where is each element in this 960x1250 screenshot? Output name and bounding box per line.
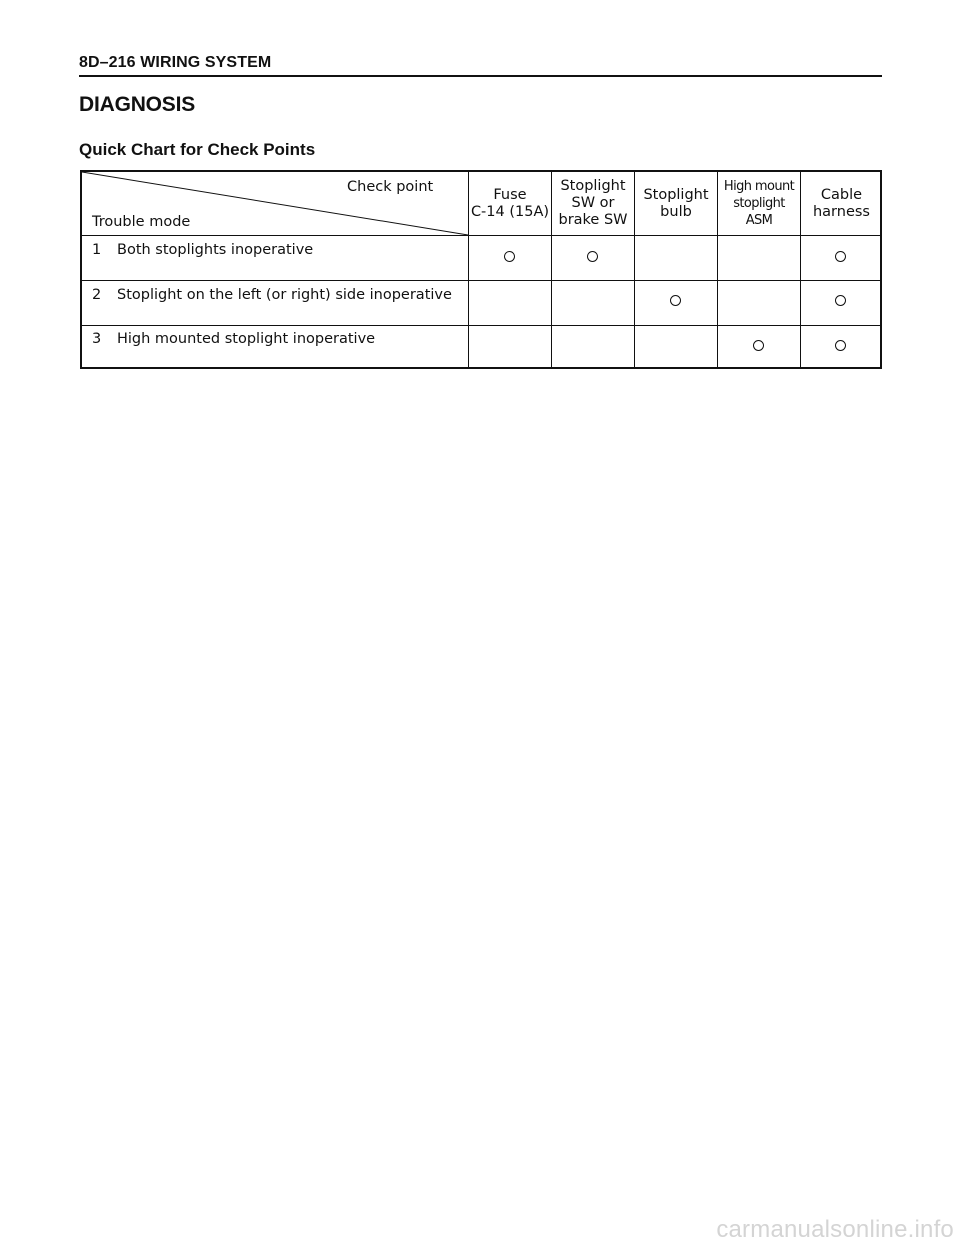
- subsection-title: Quick Chart for Check Points: [79, 140, 316, 159]
- quick-check-chart: [80, 170, 882, 369]
- row-label-1: [92, 242, 313, 258]
- corner-trouble-mode: Trouble mode: [92, 214, 191, 230]
- trouble-mode-text: High mounted stoplight inoperative: [117, 331, 376, 347]
- row-label-2: [92, 287, 452, 303]
- row-number: 1: [92, 242, 102, 258]
- check-mark-circle: [835, 295, 846, 306]
- column-header-stoplight-switch: Stoplight SW or brake SW: [558, 178, 628, 228]
- trouble-mode-text: Both stoplights inoperative: [117, 242, 314, 258]
- watermark: carmanualsonline.info: [716, 1216, 954, 1243]
- column-header-stoplight-bulb: Stoplight bulb: [643, 186, 709, 220]
- check-mark-circle: [835, 340, 846, 351]
- column-header-cable-harness: Cable harness: [812, 186, 870, 220]
- page-header: 8D–216 WIRING SYSTEM: [79, 54, 272, 71]
- row-divider: [82, 235, 880, 236]
- check-mark-circle: [835, 251, 846, 262]
- check-mark-circle: [587, 251, 598, 262]
- column-header-high-mount-stoplight: High mount stoplight ASM: [723, 179, 795, 228]
- header-rule: [79, 75, 882, 77]
- check-mark-circle: [753, 340, 764, 351]
- check-mark-circle: [504, 251, 515, 262]
- row-divider: [82, 325, 880, 326]
- row-number: 3: [92, 331, 102, 347]
- trouble-mode-text: Stoplight on the left (or right) side inoperative: [117, 287, 452, 303]
- row-label-3: [92, 331, 375, 347]
- corner-check-point: Check point: [347, 179, 434, 195]
- column-header-fuse: Fuse C-14 (15A): [470, 186, 550, 220]
- row-divider: [82, 280, 880, 281]
- section-title: DIAGNOSIS: [79, 93, 196, 116]
- row-number: 2: [92, 287, 102, 303]
- check-mark-circle: [670, 295, 681, 306]
